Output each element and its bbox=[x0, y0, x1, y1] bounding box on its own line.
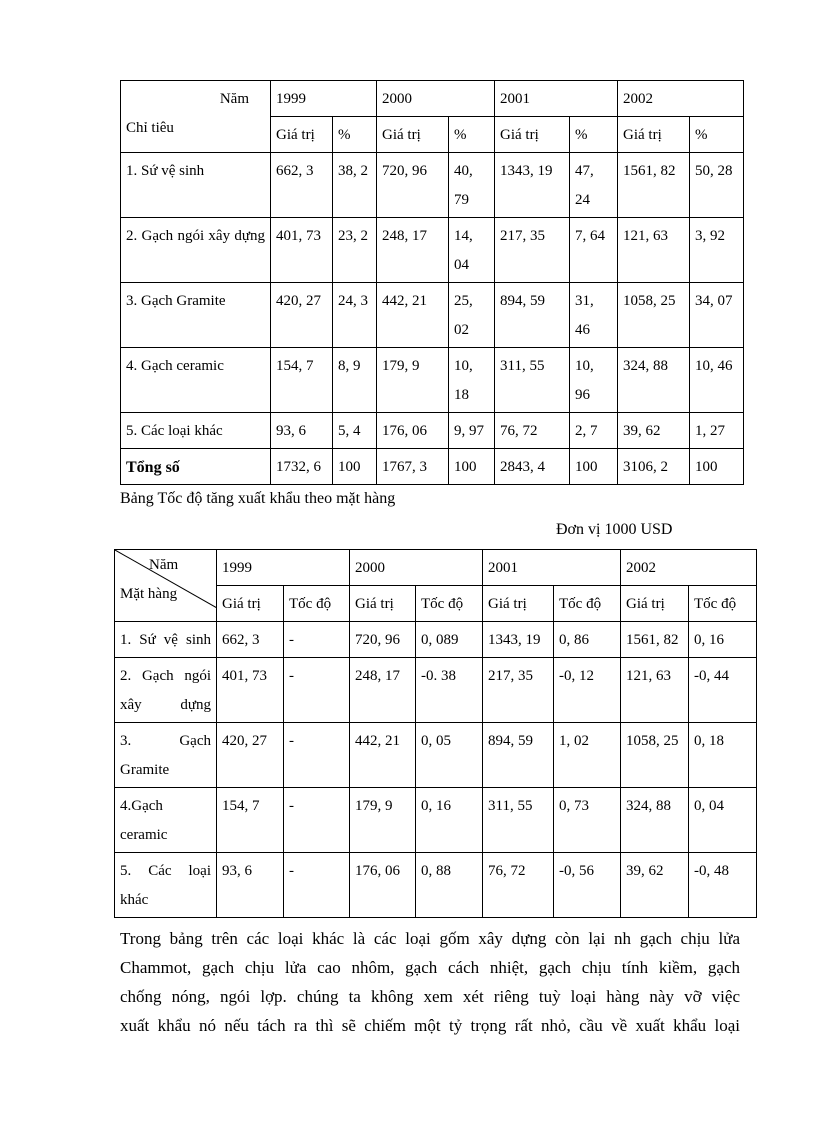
table-cell: 0, 88 bbox=[416, 853, 483, 918]
table-cell: 176, 06 bbox=[377, 413, 449, 449]
table-cell: 176, 06 bbox=[350, 853, 416, 918]
table-cell: 50, 28 bbox=[690, 153, 744, 218]
table-row bbox=[115, 853, 757, 918]
table-cell: 1058, 25 bbox=[618, 283, 690, 348]
value-header: Giá trị bbox=[350, 586, 416, 622]
year-header: 1999 bbox=[217, 550, 350, 586]
row-label: Chỉ tiêu bbox=[126, 120, 174, 136]
table-cell: 121, 63 bbox=[621, 658, 689, 723]
year-header: 2002 bbox=[618, 81, 744, 117]
table-cell: 324, 88 bbox=[618, 348, 690, 413]
table-cell: 0, 16 bbox=[416, 788, 483, 853]
table-cell: - bbox=[284, 658, 350, 723]
table-cell: 179, 9 bbox=[377, 348, 449, 413]
row-label-cell: 5. Các loại khác bbox=[115, 853, 217, 918]
row-label-cell: 1. Sứ vệ sinh bbox=[121, 153, 271, 218]
body-paragraph bbox=[120, 924, 740, 1040]
speed-header: Tốc độ bbox=[554, 586, 621, 622]
table-cell: 93, 6 bbox=[271, 413, 333, 449]
row-label-cell: 3. Gạch Gramite bbox=[115, 723, 217, 788]
table-cell: 217, 35 bbox=[495, 218, 570, 283]
table-cell: 0, 089 bbox=[416, 622, 483, 658]
table-cell: 0, 04 bbox=[689, 788, 757, 853]
year-header: 2001 bbox=[483, 550, 621, 586]
year-label: Năm bbox=[219, 91, 249, 107]
value-header: Giá trị bbox=[217, 586, 284, 622]
total-label-cell: Tổng số bbox=[121, 449, 271, 485]
table-cell: 248, 17 bbox=[377, 218, 449, 283]
table-row bbox=[121, 218, 744, 283]
unit-label: Đơn vị 1000 USD bbox=[556, 521, 673, 538]
table-cell: 1343, 19 bbox=[495, 153, 570, 218]
table-cell: 1, 02 bbox=[554, 723, 621, 788]
table-cell: 2, 7 bbox=[570, 413, 618, 449]
table-header-row bbox=[121, 81, 744, 117]
value-header: Giá trị bbox=[618, 117, 690, 153]
table-cell: 401, 73 bbox=[217, 658, 284, 723]
year-header: 2001 bbox=[495, 81, 618, 117]
table-cell: 10, 96 bbox=[570, 348, 618, 413]
paragraph-line: xuất khẩu nó nếu tách ra thì sẽ chiếm một tỷ trọng rất nhỏ, cầu về xuất khẩu loại bbox=[120, 1016, 740, 1035]
table-cell: 93, 6 bbox=[217, 853, 284, 918]
pct-header: % bbox=[449, 117, 495, 153]
table-cell: 0, 18 bbox=[689, 723, 757, 788]
table-cell: 40, 79 bbox=[449, 153, 495, 218]
table-cell: 34, 07 bbox=[690, 283, 744, 348]
row-label-cell: 4.Gạch ceramic bbox=[115, 788, 217, 853]
table-cell: 2843, 4 bbox=[495, 449, 570, 485]
speed-header: Tốc độ bbox=[689, 586, 757, 622]
table-cell: 1343, 19 bbox=[483, 622, 554, 658]
table-cell: 25, 02 bbox=[449, 283, 495, 348]
table-row bbox=[121, 283, 744, 348]
table-cell: 720, 96 bbox=[350, 622, 416, 658]
table-caption: Bảng Tốc độ tăng xuất khẩu theo mặt hàng bbox=[120, 490, 396, 507]
table-cell: 0, 86 bbox=[554, 622, 621, 658]
table-cell: 1767, 3 bbox=[377, 449, 449, 485]
value-header: Giá trị bbox=[377, 117, 449, 153]
row-label-cell: 2. Gạch ngói xây dựng bbox=[115, 658, 217, 723]
table-row bbox=[115, 788, 757, 853]
year-label: Năm bbox=[149, 557, 179, 573]
table-cell: 100 bbox=[333, 449, 377, 485]
table-cell: 100 bbox=[570, 449, 618, 485]
value-header: Giá trị bbox=[621, 586, 689, 622]
table-cell: 3, 92 bbox=[690, 218, 744, 283]
row-label-cell: 5. Các loại khác bbox=[121, 413, 271, 449]
table-cell: 401, 73 bbox=[271, 218, 333, 283]
export-structure-table bbox=[120, 80, 744, 485]
table-cell: 9, 97 bbox=[449, 413, 495, 449]
table-cell: 100 bbox=[449, 449, 495, 485]
table-cell: 720, 96 bbox=[377, 153, 449, 218]
year-header: 2000 bbox=[350, 550, 483, 586]
table-cell: 39, 62 bbox=[618, 413, 690, 449]
table-cell: 100 bbox=[690, 449, 744, 485]
table-cell: -0, 48 bbox=[689, 853, 757, 918]
pct-header: % bbox=[333, 117, 377, 153]
table-cell: 8, 9 bbox=[333, 348, 377, 413]
table-cell: 662, 3 bbox=[217, 622, 284, 658]
table-cell: -0, 44 bbox=[689, 658, 757, 723]
table-cell: 442, 21 bbox=[350, 723, 416, 788]
value-header: Giá trị bbox=[495, 117, 570, 153]
table-row bbox=[115, 658, 757, 723]
table-cell: 420, 27 bbox=[271, 283, 333, 348]
table-cell: - bbox=[284, 723, 350, 788]
table-cell: 894, 59 bbox=[483, 723, 554, 788]
value-header: Giá trị bbox=[271, 117, 333, 153]
speed-header: Tốc độ bbox=[284, 586, 350, 622]
paragraph-line: Chammot, gạch chịu lửa cao nhôm, gạch cách nhiệt, gạch chịu tính kiềm, gạch bbox=[120, 958, 740, 977]
year-header: 1999 bbox=[271, 81, 377, 117]
table-cell: 179, 9 bbox=[350, 788, 416, 853]
pct-header: % bbox=[690, 117, 744, 153]
table-cell: - bbox=[284, 622, 350, 658]
table-cell: 38, 2 bbox=[333, 153, 377, 218]
table-cell: -0, 56 bbox=[554, 853, 621, 918]
table-cell: 324, 88 bbox=[621, 788, 689, 853]
table-total-row bbox=[121, 449, 744, 485]
table-cell: 76, 72 bbox=[495, 413, 570, 449]
speed-header: Tốc độ bbox=[416, 586, 483, 622]
table-row bbox=[121, 413, 744, 449]
table-cell: 1561, 82 bbox=[618, 153, 690, 218]
header-corner-cell bbox=[115, 550, 217, 622]
table-cell: 217, 35 bbox=[483, 658, 554, 723]
table-row bbox=[115, 723, 757, 788]
table-cell: 442, 21 bbox=[377, 283, 449, 348]
year-header: 2002 bbox=[621, 550, 757, 586]
table-cell: - bbox=[284, 788, 350, 853]
table-cell: 14, 04 bbox=[449, 218, 495, 283]
table-cell: 1732, 6 bbox=[271, 449, 333, 485]
table-cell: 1058, 25 bbox=[621, 723, 689, 788]
row-label-cell: 2. Gạch ngói xây dựng bbox=[121, 218, 271, 283]
table-row bbox=[115, 622, 757, 658]
table-cell: 121, 63 bbox=[618, 218, 690, 283]
table-cell: 31, 46 bbox=[570, 283, 618, 348]
table-cell: 311, 55 bbox=[495, 348, 570, 413]
table-cell: 154, 7 bbox=[217, 788, 284, 853]
table-cell: 0, 05 bbox=[416, 723, 483, 788]
header-corner-cell bbox=[121, 81, 271, 153]
table-cell: -0, 12 bbox=[554, 658, 621, 723]
table-cell: 5, 4 bbox=[333, 413, 377, 449]
table-cell: 24, 3 bbox=[333, 283, 377, 348]
table-cell: 7, 64 bbox=[570, 218, 618, 283]
table-cell: 894, 59 bbox=[495, 283, 570, 348]
table-header-row bbox=[115, 550, 757, 586]
table-cell: 3106, 2 bbox=[618, 449, 690, 485]
row-label-cell: 4. Gạch ceramic bbox=[121, 348, 271, 413]
table-cell: 47, 24 bbox=[570, 153, 618, 218]
table-cell: 154, 7 bbox=[271, 348, 333, 413]
row-label-cell: 1. Sứ vệ sinh bbox=[115, 622, 217, 658]
table-cell: 10, 46 bbox=[690, 348, 744, 413]
table-cell: 10, 18 bbox=[449, 348, 495, 413]
row-label: Mặt hàng bbox=[120, 586, 178, 602]
table-cell: 1561, 82 bbox=[621, 622, 689, 658]
table-cell: - bbox=[284, 853, 350, 918]
table-cell: -0. 38 bbox=[416, 658, 483, 723]
table-cell: 1, 27 bbox=[690, 413, 744, 449]
table-cell: 0, 73 bbox=[554, 788, 621, 853]
table-row bbox=[121, 348, 744, 413]
table-row bbox=[121, 153, 744, 218]
year-header: 2000 bbox=[377, 81, 495, 117]
value-header: Giá trị bbox=[483, 586, 554, 622]
row-label-cell: 3. Gạch Gramite bbox=[121, 283, 271, 348]
paragraph-line: chống nóng, ngói lợp. chúng ta không xem xét riêng tuỳ loại hàng này vỡ việc bbox=[120, 987, 740, 1006]
pct-header: % bbox=[570, 117, 618, 153]
table-cell: 311, 55 bbox=[483, 788, 554, 853]
export-growth-table bbox=[114, 549, 757, 918]
table-cell: 39, 62 bbox=[621, 853, 689, 918]
table-cell: 76, 72 bbox=[483, 853, 554, 918]
table-cell: 420, 27 bbox=[217, 723, 284, 788]
table-cell: 248, 17 bbox=[350, 658, 416, 723]
table-cell: 662, 3 bbox=[271, 153, 333, 218]
table-cell: 0, 16 bbox=[689, 622, 757, 658]
paragraph-line: Trong bảng trên các loại khác là các loại gốm xây dựng còn lại nh gạch chịu lửa bbox=[120, 929, 740, 948]
table-cell: 23, 2 bbox=[333, 218, 377, 283]
